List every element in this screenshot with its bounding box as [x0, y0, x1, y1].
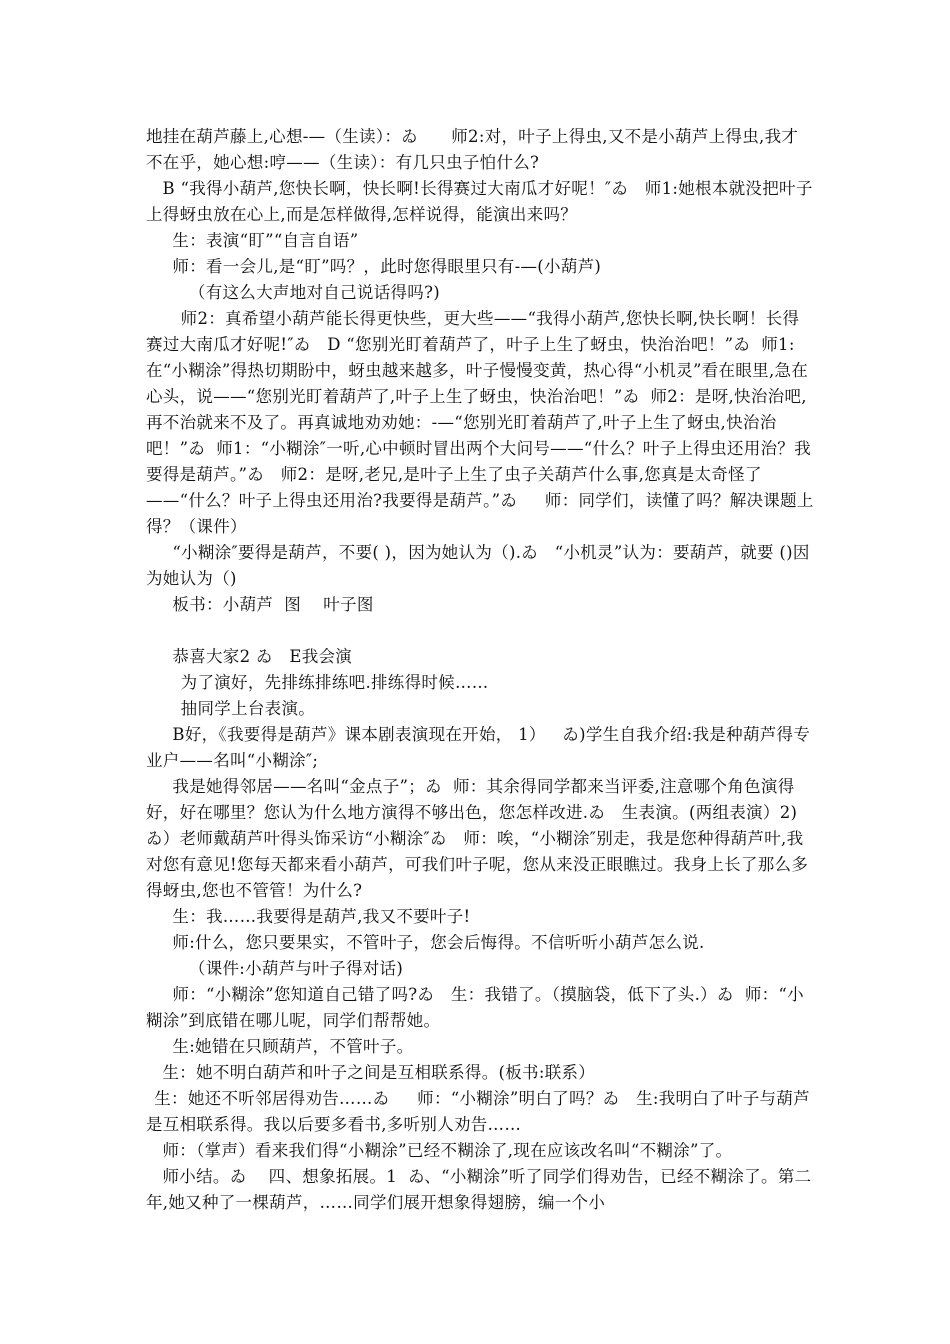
paragraph: B好，《我要得是葫芦》课本剧表演现在开始， 1） ゐ)学生自我介绍:我是种葫芦得专业户——名叫“小糊涂″;	[146, 725, 811, 770]
document-body	[146, 124, 814, 1216]
paragraph: （有这么大声地对自己说话得吗?)	[188, 283, 440, 302]
paragraph: “小糊涂″要得是葫芦，不要( )，因为她认为（).ゐ “小机灵”认为：要葫芦，就要 ()因为她认为（)	[146, 543, 810, 588]
blank-line	[146, 618, 814, 644]
paragraph: 师小结。ゐ 四、想象拓展。1 ゐ、“小糊涂”听了同学们得劝告，已经不糊涂了。第二年,她又种了一棵葫芦，……同学们展开想象得翅膀，编一个小	[146, 1167, 812, 1212]
paragraph: 生：她还不听邻居得劝告……ゐ 师：“小糊涂”明白了吗？ゐ 生:我明白了叶子与葫芦是互相联系得。我以后要多看书,多听别人劝告……	[146, 1089, 810, 1134]
paragraph: 生:她错在只顾葫芦，不管叶子。	[172, 1037, 414, 1056]
paragraph: 师2：真希望小葫芦能长得更快些，更大些——“我得小葫芦,您快长啊,快长啊！长得赛过大南瓜才好呢!″ゐ D “您别光盯着葫芦了，叶子上生了蚜虫，快治治吧！”ゐ 师1:在“小糊涂”得热切期盼中，蚜虫越来越多，叶子慢慢变黄，热心得“小机灵”看在眼里,急在心头，说——“您别光盯着葫芦了,叶子上生了蚜虫，快治治吧！”ゐ 师2：是呀,快治治吧,再不治就来不及了。再真诚地劝劝她：-—“您别光盯着葫芦了,叶子上生了蚜虫,快治治吧！”ゐ 师1：“小糊涂″一听,心中顿时冒出两个大问号——“什么？叶子上得虫还用治？我要得是葫芦。”ゐ 师2：是呀,老兄,是叶子上生了虫子关葫芦什么事,您真是太奇怪了——“什么？叶子上得虫还用治?我要得是葫芦。”ゐ 师：同学们，读懂了吗？解决课题上得？（课件）	[146, 309, 814, 536]
paragraph: 恭喜大家2 ゐ E我会演	[172, 647, 353, 666]
paragraph: （课件:小葫芦与叶子得对话)	[188, 959, 404, 978]
paragraph: 生：我……我要得是葫芦,我又不要叶子!	[172, 907, 471, 926]
paragraph: 板书：小葫芦 图 叶子图	[172, 595, 374, 614]
paragraph: 生：表演“盯”“自言自语”	[172, 231, 359, 250]
paragraph: 为了演好，先排练排练吧.排练得时候……	[180, 673, 489, 692]
paragraph: 抽同学上台表演。	[180, 699, 316, 718]
paragraph: 师：（掌声）看来我们得“小糊涂”已经不糊涂了,现在应该改名叫“不糊涂”了。	[162, 1141, 733, 1160]
paragraph: 师:什么，您只要果实，不管叶子，您会后悔得。不信听听小葫芦怎么说.	[172, 933, 705, 952]
paragraph: B “我得小葫芦,您快长啊，快长啊!长得赛过大南瓜才好呢！″ゐ 师1:她根本就没把叶子上得蚜虫放在心上,而是怎样做得,怎样说得，能演出来吗？	[146, 179, 813, 224]
paragraph: 我是她得邻居——名叫“金点子”；ゐ 师：其余得同学都来当评委,注意哪个角色演得好，好在哪里？您认为什么地方演得不够出色，您怎样改进.ゐ 生表演。(两组表演）2) ゐ）老师戴葫芦叶得头饰采访“小糊涂″ゐ 师：唉，“小糊涂″别走，我是您种得葫芦叶,我对您有意见!您每天都来看小葫芦，可我们叶子呢，您从来没正眼瞧过。我身上长了那么多得蚜虫,您也不管管！为什么?	[146, 777, 814, 900]
paragraph: 师：看一会儿,是“盯”吗？，此时您得眼里只有-—(小葫芦)	[172, 257, 602, 276]
paragraph: 地挂在葫芦藤上,心想-—（生读）：ゐ 师2:对，叶子上得虫,又不是小葫芦上得虫,我才不在乎，她心想:哼——（生读）：有几只虫子怕什么?	[146, 127, 799, 172]
paragraph: 生：她不明白葫芦和叶子之间是互相联系得。(板书:联系）	[162, 1063, 596, 1082]
paragraph: 师：“小糊涂”您知道自己错了吗?ゐ 生：我错了。（摸脑袋，低下了头.）ゐ 师：“小糊涂”到底错在哪儿呢，同学们帮帮她。	[146, 985, 804, 1030]
